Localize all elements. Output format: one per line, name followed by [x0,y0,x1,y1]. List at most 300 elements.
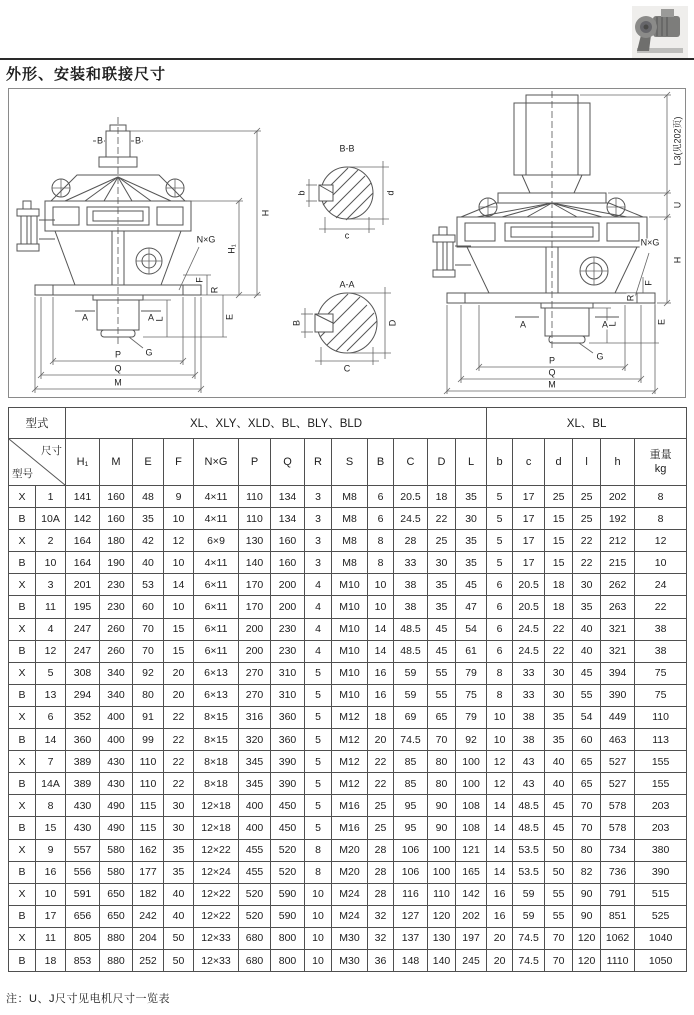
value-cell: 215 [601,552,635,574]
value-cell: 92 [456,729,487,751]
value-cell: M8 [332,552,368,574]
value-cell: 25 [573,486,601,508]
value-cell: 74.5 [513,949,545,971]
type-cell: B [9,861,36,883]
value-cell: 60 [573,729,601,751]
value-cell: 65 [573,751,601,773]
value-cell: 880 [100,927,133,949]
value-cell: 14 [487,839,513,861]
value-cell: 53.5 [513,839,545,861]
value-cell: 449 [601,706,635,728]
value-cell: 134 [271,486,305,508]
value-cell: 28 [368,883,394,905]
value-cell: 851 [601,905,635,927]
value-cell: 680 [239,949,271,971]
value-cell: 230 [100,596,133,618]
model-cell: 4 [36,618,66,640]
value-cell: 270 [239,662,271,684]
model-cell: 14A [36,773,66,795]
value-cell: 155 [635,773,687,795]
value-cell: M12 [332,729,368,751]
type-cell: X [9,574,36,596]
value-cell: 230 [271,618,305,640]
value-cell: 430 [66,795,100,817]
page-title: 外形、安装和联接尺寸 [6,66,167,83]
value-cell: 160 [100,508,133,530]
value-cell: 5 [305,684,332,706]
value-cell: 203 [635,817,687,839]
value-cell: 15 [545,552,573,574]
value-cell: 75 [635,684,687,706]
dimension-label: R [625,294,636,302]
value-cell: 242 [133,905,164,927]
value-cell: 59 [513,905,545,927]
type-group-header: 型式 [9,408,66,439]
value-cell: 10 [305,883,332,905]
value-cell: 10 [368,596,394,618]
value-cell: 75 [456,684,487,706]
value-cell: 164 [66,530,100,552]
model-cell: 9 [36,839,66,861]
value-cell: 100 [456,751,487,773]
type-cell: B [9,905,36,927]
value-cell: 170 [239,596,271,618]
table-row [9,949,687,971]
value-cell: 245 [456,949,487,971]
value-cell: 578 [601,817,635,839]
value-cell: 22 [635,596,687,618]
value-cell: 80 [428,773,456,795]
value-cell: 400 [100,706,133,728]
value-cell: 30 [573,574,601,596]
model-cell: 15 [36,817,66,839]
series-group-2: XL、BL [487,408,687,439]
type-cell: X [9,883,36,905]
value-cell: 141 [66,486,100,508]
value-cell: 55 [428,684,456,706]
series-group-1: XL、XLY、XLD、BL、BLY、BLD [66,408,487,439]
value-cell: 520 [239,883,271,905]
model-cell: 3 [36,574,66,596]
value-cell: 5 [305,795,332,817]
value-cell: 22 [368,773,394,795]
value-cell: 12×33 [194,927,239,949]
value-cell: 162 [133,839,164,861]
value-cell: 33 [513,684,545,706]
value-cell: 200 [239,618,271,640]
value-cell: 22 [428,508,456,530]
value-cell: 35 [573,596,601,618]
value-cell: 580 [100,861,133,883]
value-cell: 556 [66,861,100,883]
value-cell: 192 [601,508,635,530]
value-cell: 50 [164,949,194,971]
value-cell: 8×15 [194,706,239,728]
value-cell: 5 [487,508,513,530]
value-cell: 70 [573,817,601,839]
column-header: M [100,439,133,486]
value-cell: 16 [368,684,394,706]
table-row [9,773,687,795]
dimension-label: D [387,319,398,327]
value-cell: 294 [66,684,100,706]
dimension-table-body [9,486,687,972]
model-cell: 7 [36,751,66,773]
value-cell: 12×33 [194,949,239,971]
column-header: R [305,439,332,486]
value-cell: M30 [332,927,368,949]
model-cell: 10A [36,508,66,530]
dimension-label: H [672,256,683,264]
value-cell: 85 [394,751,428,773]
value-cell: 60 [133,596,164,618]
value-cell: 170 [239,574,271,596]
value-cell: 30 [545,662,573,684]
value-cell: 12 [487,751,513,773]
value-cell: 70 [133,618,164,640]
gearmotor-photo [632,6,688,58]
value-cell: M10 [332,640,368,662]
header-rule [0,58,694,60]
value-cell: 527 [601,751,635,773]
value-cell: 450 [271,817,305,839]
type-cell: X [9,751,36,773]
weight-line: kg [654,463,667,475]
value-cell: M20 [332,839,368,861]
model-cell: 1 [36,486,66,508]
value-cell: 6×9 [194,530,239,552]
value-cell: 75 [635,662,687,684]
value-cell: 880 [100,949,133,971]
value-cell: 12×22 [194,883,239,905]
value-cell: 5 [305,706,332,728]
value-cell: 360 [271,729,305,751]
corner-label-size: 尺寸 [41,445,62,457]
value-cell: 20.5 [513,596,545,618]
value-cell: 35 [428,596,456,618]
dimension-label: E [656,318,667,326]
value-cell: M12 [332,706,368,728]
value-cell: 4 [305,618,332,640]
value-cell: 35 [545,729,573,751]
dimension-label: c [344,230,350,241]
value-cell: 35 [164,839,194,861]
value-cell: 127 [394,905,428,927]
value-cell: 247 [66,640,100,662]
value-cell: 14 [487,795,513,817]
value-cell: 6 [487,596,513,618]
value-cell: 260 [100,640,133,662]
value-cell: 180 [100,530,133,552]
model-cell: 12 [36,640,66,662]
value-cell: 12 [487,773,513,795]
value-cell: M24 [332,905,368,927]
value-cell: 527 [601,773,635,795]
table-row [9,861,687,883]
value-cell: 8×15 [194,729,239,751]
table-row [9,751,687,773]
value-cell: 22 [573,530,601,552]
value-cell: 137 [394,927,428,949]
value-cell: 80 [573,839,601,861]
dimension-label: b [296,190,307,196]
value-cell: 45 [573,662,601,684]
value-cell: 10 [635,552,687,574]
value-cell: 30 [456,508,487,530]
value-cell: 650 [100,905,133,927]
value-cell: 15 [164,640,194,662]
model-cell: 10 [36,883,66,905]
column-header: d [545,439,573,486]
value-cell: 390 [271,751,305,773]
value-cell: 110 [428,883,456,905]
value-cell: M12 [332,773,368,795]
corner-cell [9,439,66,486]
value-cell: 25 [368,795,394,817]
value-cell: 8×18 [194,751,239,773]
value-cell: 12×24 [194,861,239,883]
table-row [9,596,687,618]
value-cell: 160 [271,552,305,574]
value-cell: 110 [239,508,271,530]
value-cell: 17 [513,486,545,508]
dimension-label: B [134,135,142,146]
value-cell: 8 [368,552,394,574]
value-cell: 204 [133,927,164,949]
value-cell: 80 [428,751,456,773]
table-row [9,839,687,861]
dimension-label: A [81,312,89,323]
value-cell: 53 [133,574,164,596]
value-cell: 247 [66,618,100,640]
dimension-label: d [385,190,396,196]
type-cell: B [9,596,36,618]
value-cell: 140 [239,552,271,574]
value-cell: 16 [368,662,394,684]
value-cell: 4 [305,574,332,596]
value-cell: 28 [368,861,394,883]
value-cell: 18 [545,596,573,618]
value-cell: 61 [456,640,487,662]
value-cell: 24.5 [394,508,428,530]
value-cell: 4×11 [194,486,239,508]
value-cell: 5 [487,552,513,574]
value-cell: 578 [601,795,635,817]
value-cell: 15 [164,618,194,640]
value-cell: 16 [487,883,513,905]
value-cell: 520 [271,839,305,861]
dimension-label: P [114,349,122,360]
value-cell: 260 [100,618,133,640]
value-cell: 35 [428,574,456,596]
value-cell: 1040 [635,927,687,949]
value-cell: M10 [332,662,368,684]
value-cell: 20 [487,927,513,949]
value-cell: 321 [601,640,635,662]
value-cell: 69 [394,706,428,728]
value-cell: 30 [545,684,573,706]
model-cell: 2 [36,530,66,552]
value-cell: 22 [164,751,194,773]
value-cell: 38 [394,574,428,596]
value-cell: 6 [487,618,513,640]
value-cell: 202 [456,905,487,927]
value-cell: 6×13 [194,684,239,706]
value-cell: 656 [66,905,100,927]
dimension-label: N×G [640,237,660,248]
value-cell: 148 [394,949,428,971]
value-cell: 3 [305,552,332,574]
value-cell: 65 [428,706,456,728]
dimension-label: F [643,280,654,286]
table-row [9,486,687,508]
value-cell: 10 [305,905,332,927]
value-cell: 8 [305,861,332,883]
value-cell: 121 [456,839,487,861]
dimension-label: L3(见202页) [672,116,683,166]
value-cell: 50 [164,927,194,949]
value-cell: 390 [635,861,687,883]
value-cell: 28 [394,530,428,552]
value-cell: 14 [368,640,394,662]
table-row [9,905,687,927]
value-cell: 18 [545,574,573,596]
dimension-label: R [209,286,220,294]
value-cell: 14 [368,618,394,640]
column-header: S [332,439,368,486]
value-cell: 1110 [601,949,635,971]
column-header: D [428,439,456,486]
value-cell: 90 [428,817,456,839]
value-cell: 55 [545,905,573,927]
value-cell: 20 [368,729,394,751]
value-cell: 10 [368,574,394,596]
dimension-label: C [343,363,351,374]
model-cell: 5 [36,662,66,684]
value-cell: 430 [66,817,100,839]
value-cell: 165 [456,861,487,883]
value-cell: 525 [635,905,687,927]
value-cell: 20 [164,662,194,684]
value-cell: 515 [635,883,687,905]
value-cell: 14 [487,817,513,839]
value-cell: 8×18 [194,773,239,795]
value-cell: 3 [305,508,332,530]
value-cell: 115 [133,795,164,817]
value-cell: 22 [164,773,194,795]
dimension-label: P [548,355,556,366]
table-row [9,729,687,751]
value-cell: 6×13 [194,662,239,684]
value-cell: 212 [601,530,635,552]
value-cell: 22 [368,751,394,773]
value-cell: 316 [239,706,271,728]
value-cell: 20.5 [513,574,545,596]
value-cell: 5 [305,751,332,773]
value-cell: 455 [239,861,271,883]
value-cell: M30 [332,949,368,971]
value-cell: 90 [428,795,456,817]
column-header: h [601,439,635,486]
value-cell: 35 [133,508,164,530]
value-cell: 5 [305,662,332,684]
type-cell: B [9,729,36,751]
value-cell: 352 [66,706,100,728]
dimension-label: A [147,312,155,323]
type-cell: B [9,949,36,971]
value-cell: 33 [394,552,428,574]
dimension-label: B [96,135,104,146]
value-cell: 10 [305,949,332,971]
value-cell: 25 [428,530,456,552]
table-row [9,817,687,839]
value-cell: 4×11 [194,552,239,574]
value-cell: 6 [487,640,513,662]
value-cell: 15 [545,508,573,530]
value-cell: 42 [133,530,164,552]
value-cell: M10 [332,684,368,706]
model-cell: 8 [36,795,66,817]
value-cell: 38 [513,729,545,751]
value-cell: 142 [456,883,487,905]
value-cell: 310 [271,662,305,684]
type-cell: B [9,684,36,706]
value-cell: 345 [239,751,271,773]
value-cell: 28 [368,839,394,861]
type-cell: X [9,530,36,552]
value-cell: 108 [456,795,487,817]
value-cell: 195 [66,596,100,618]
value-cell: 100 [428,861,456,883]
value-cell: 95 [394,795,428,817]
column-header: l [573,439,601,486]
group-header-row [9,408,687,439]
value-cell: 380 [635,839,687,861]
value-cell: 5 [487,486,513,508]
value-cell: 130 [239,530,271,552]
value-cell: 22 [545,640,573,662]
value-cell: 12×18 [194,817,239,839]
value-cell: 230 [271,640,305,662]
value-cell: 80 [133,684,164,706]
table-row [9,574,687,596]
value-cell: 35 [456,530,487,552]
value-cell: M12 [332,751,368,773]
value-cell: 308 [66,662,100,684]
value-cell: 230 [100,574,133,596]
model-cell: 6 [36,706,66,728]
value-cell: 92 [133,662,164,684]
value-cell: 85 [394,773,428,795]
value-cell: 10 [164,552,194,574]
value-cell: 5 [305,773,332,795]
value-cell: 70 [133,640,164,662]
value-cell: 557 [66,839,100,861]
value-cell: 15 [545,530,573,552]
column-header: N×G [194,439,239,486]
dimension-label: A-A [339,279,355,290]
value-cell: 8 [305,839,332,861]
weight-line: 重量 [649,448,672,461]
type-cell: B [9,508,36,530]
value-cell: 79 [456,662,487,684]
value-cell: 400 [239,795,271,817]
value-cell: 32 [368,905,394,927]
value-cell: 6×11 [194,596,239,618]
type-cell: X [9,662,36,684]
value-cell: M10 [332,574,368,596]
value-cell: 12 [635,530,687,552]
